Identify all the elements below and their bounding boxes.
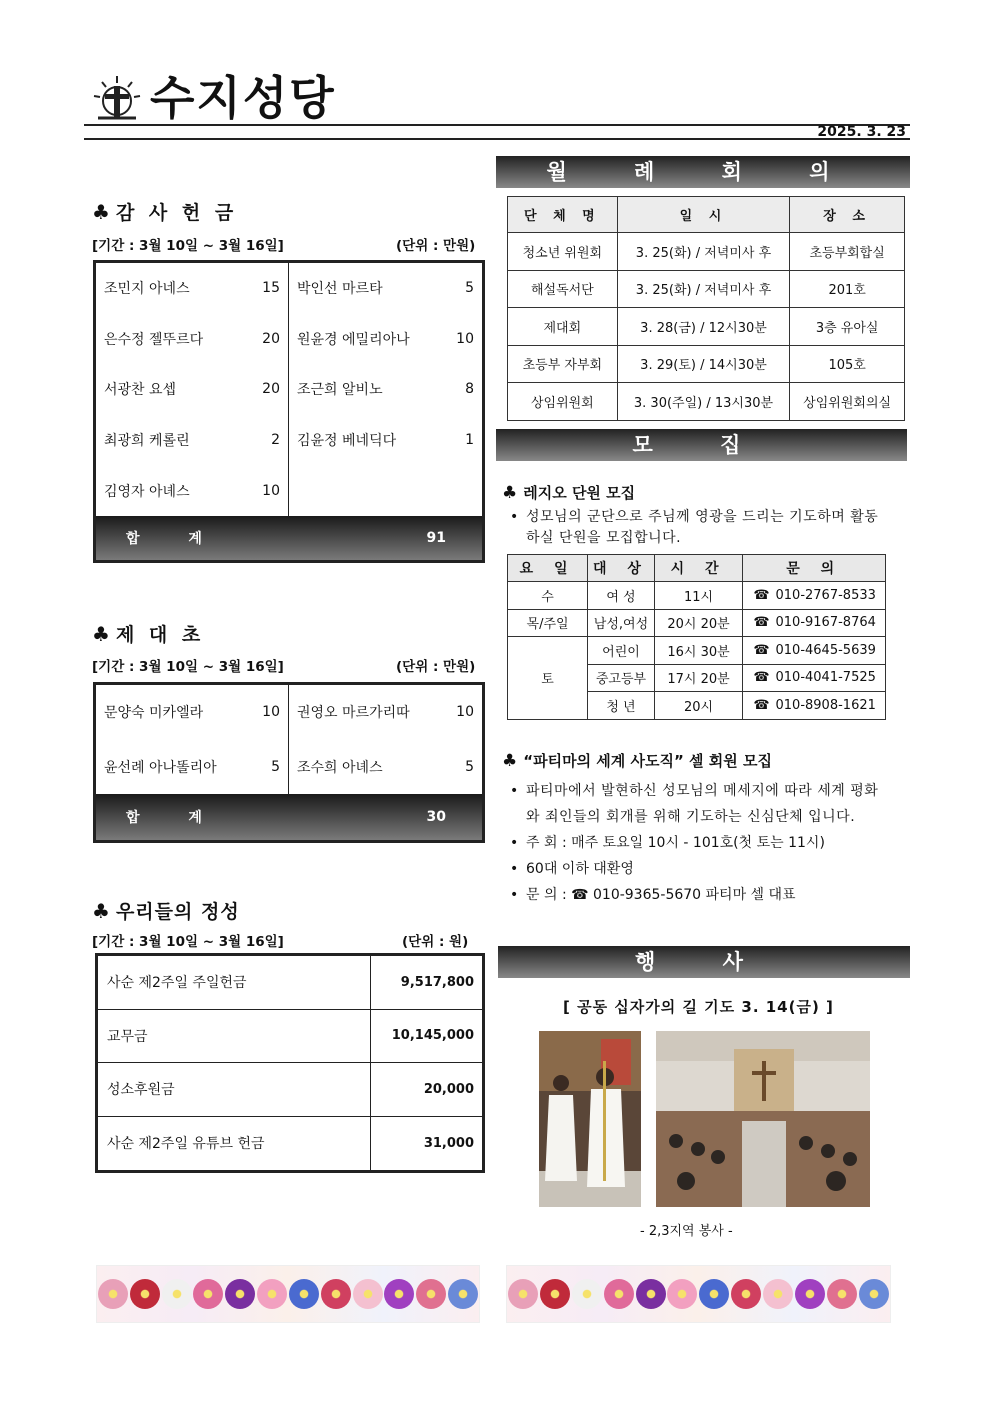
- event-caption: - 2,3지역 봉사 -: [640, 1224, 733, 1239]
- legio-row: [508, 609, 886, 637]
- offering-row: [98, 1117, 482, 1171]
- legio-time: 16시 30분: [654, 637, 743, 665]
- flower-icon: [859, 1279, 889, 1309]
- legio-desc: • 성모님의 군단으로 주님께 영광을 드리는 기도하며 활동하실 단원을 모집합니다.: [508, 507, 888, 549]
- legio-row: [508, 637, 886, 665]
- phone-icon: ☎: [753, 670, 770, 686]
- candle-grid: [96, 685, 482, 794]
- flower-icon: [162, 1279, 192, 1309]
- thanks-total-row: [96, 516, 482, 560]
- donation-amount: 5: [465, 758, 474, 775]
- meeting-cell: 상임위원회의실: [790, 383, 905, 421]
- thanks-period: [기간 : 3월 10일 ~ 3월 16일]: [92, 238, 284, 254]
- event-photo-church-interior: [656, 1031, 870, 1207]
- meeting-row: [508, 345, 905, 383]
- fatima-title: ♣ “파티마의 세계 사도직” 셀 회원 모집: [502, 751, 772, 771]
- flower-icon: [508, 1279, 538, 1309]
- donation-amount: 5: [271, 758, 280, 775]
- legio-phone: [743, 582, 886, 610]
- legio-phone: [743, 609, 886, 637]
- meeting-row: [508, 233, 905, 271]
- offering-label: 사순 제2주일 주일헌금: [98, 956, 371, 1009]
- offering-value: 20,000: [423, 1081, 474, 1097]
- thanks-cell: [289, 465, 482, 516]
- meeting-cell: 3. 25(화) / 저녁미사 후: [617, 233, 790, 271]
- donor-name: 조수희 아녜스: [297, 759, 383, 776]
- donor-name: 김윤정 베네딕다: [297, 433, 397, 450]
- donation-amount: 10: [262, 482, 280, 499]
- flower-icon: [353, 1279, 383, 1309]
- flower-icon: [636, 1279, 666, 1309]
- legio-table: [507, 554, 886, 720]
- header-rule: [84, 124, 910, 140]
- phone-number: 010-4645-5639: [775, 642, 876, 658]
- club-icon: ♣: [92, 622, 110, 646]
- meeting-cell: 청소년 위원회: [508, 233, 618, 271]
- donor-name: 문양숙 미카엘라: [104, 705, 204, 722]
- thanks-cell: [96, 465, 289, 516]
- donation-amount: 2: [271, 432, 280, 449]
- phone-icon: ☎: [753, 615, 770, 631]
- event-title: [ 공동 십자가의 길 기도 3. 14(금) ]: [563, 998, 834, 1016]
- fatima-item: • 파티마에서 발현하신 성모님의 메세지에 따라 세계 평화와 죄인들의 회개를 위해 기도하는 신심단체 입니다.: [508, 778, 880, 830]
- thanks-grid: [96, 263, 482, 516]
- thanks-cell: [96, 364, 289, 415]
- thanks-cell: [96, 263, 289, 314]
- meeting-row: [508, 308, 905, 346]
- offering-unit: (단위 : 원): [402, 934, 469, 950]
- legio-day: 목/주일: [508, 609, 588, 637]
- church-logo-icon: [92, 74, 142, 124]
- legio-time: 11시: [654, 582, 743, 610]
- legio-title: ♣ 레지오 단원 모집: [502, 483, 636, 503]
- flower-icon: [795, 1279, 825, 1309]
- flower-icon: [827, 1279, 857, 1309]
- fatima-item: • 주 회 : 매주 토요일 10시 - 101호(첫 토는 11시): [508, 830, 880, 856]
- thanks-cell: [289, 415, 482, 466]
- meeting-header-cell: 장 소: [790, 197, 905, 233]
- thanks-title: ♣ 감 사 헌 금: [92, 200, 238, 224]
- donor-name: 은수정 젤뚜르다: [104, 331, 204, 348]
- donor-name: 원윤경 에밀리아나: [297, 331, 410, 348]
- legio-day: 수: [508, 582, 588, 610]
- fatima-item: • 문 의 : ☎ 010-9365-5670 파티마 셀 대표: [508, 882, 880, 908]
- meeting-cell: 201호: [790, 270, 905, 308]
- meeting-cell: 3. 30(주일) / 13시30분: [617, 383, 790, 421]
- candle-cell: [96, 740, 289, 795]
- candle-cell: [96, 685, 289, 740]
- meeting-header-row: [508, 197, 905, 233]
- meeting-cell: 해설독서단: [508, 270, 618, 308]
- candle-period: [기간 : 3월 10일 ~ 3월 16일]: [92, 659, 284, 675]
- legio-phone: [743, 664, 886, 692]
- donor-name: 조근희 알비노: [297, 382, 383, 399]
- phone-icon: ☎: [753, 697, 770, 713]
- legio-target: 청 년: [588, 692, 655, 720]
- flower-border-right: [506, 1265, 891, 1323]
- offering-value: 31,000: [423, 1135, 474, 1151]
- fatima-item: • 60대 이하 대환영: [508, 856, 880, 882]
- flower-icon: [225, 1279, 255, 1309]
- flower-icon: [667, 1279, 697, 1309]
- thanks-cell: [289, 314, 482, 365]
- meeting-cell: 3. 28(금) / 12시30분: [617, 308, 790, 346]
- club-icon: ♣: [502, 751, 518, 771]
- meeting-cell: 초등부회합실: [790, 233, 905, 271]
- parish-title: 수지성당: [150, 71, 336, 125]
- donor-name: 권영오 마르가리따: [297, 705, 410, 722]
- meeting-cell: 105호: [790, 345, 905, 383]
- candle-total-label: 합 계: [126, 810, 224, 826]
- legio-time: 20시 20분: [654, 609, 743, 637]
- legio-body: [508, 582, 886, 720]
- thanks-total-label: 합 계: [126, 531, 224, 547]
- event-banner: 행 사: [498, 946, 910, 978]
- offering-value: 10,145,000: [391, 1028, 474, 1044]
- legio-target: 어린이: [588, 637, 655, 665]
- flower-icon: [416, 1279, 446, 1309]
- phone-number: 010-9167-8764: [775, 615, 876, 631]
- candle-total-row: [96, 794, 482, 840]
- flower-icon: [321, 1279, 351, 1309]
- flower-icon: [193, 1279, 223, 1309]
- legio-header-cell: 대 상: [588, 555, 655, 582]
- thanks-unit: (단위 : 만원): [396, 238, 476, 254]
- offering-row: [98, 956, 482, 1010]
- legio-time: 17시 20분: [654, 664, 743, 692]
- meeting-cell: 3. 25(화) / 저녁미사 후: [617, 270, 790, 308]
- legio-header-cell: 문 의: [743, 555, 886, 582]
- legio-phone: [743, 692, 886, 720]
- meeting-cell: 초등부 자부회: [508, 345, 618, 383]
- candle-cell: [289, 685, 482, 740]
- offering-row: [98, 1063, 482, 1117]
- offering-rows: [98, 956, 482, 1170]
- flower-icon: [98, 1279, 128, 1309]
- candle-unit: (단위 : 만원): [396, 659, 476, 675]
- donation-amount: 10: [456, 704, 474, 721]
- meeting-cell: 제대회: [508, 308, 618, 346]
- meeting-cell: 상임위원회: [508, 383, 618, 421]
- meeting-row: [508, 270, 905, 308]
- donor-name: 윤선례 아나똘리아: [104, 759, 217, 776]
- fatima-list: [508, 778, 880, 908]
- candle-table: [93, 682, 485, 843]
- meeting-cell: 3층 유아실: [790, 308, 905, 346]
- legio-day: 토: [508, 637, 588, 720]
- legio-header-cell: 요 일: [508, 555, 588, 582]
- donor-name: 박인선 마르타: [297, 281, 383, 298]
- offering-label: 성소후원금: [98, 1063, 371, 1116]
- candle-cell: [289, 740, 482, 795]
- candle-total-value: 30: [426, 809, 446, 825]
- meeting-row: [508, 383, 905, 421]
- offering-period: [기간 : 3월 10일 ~ 3월 16일]: [92, 934, 284, 950]
- candle-title: ♣ 제 대 초: [92, 622, 205, 646]
- bulletin-date: 2025. 3. 23: [817, 124, 906, 140]
- flower-icon: [699, 1279, 729, 1309]
- meeting-table: [507, 196, 905, 421]
- legio-phone: [743, 637, 886, 665]
- thanks-cell: [96, 415, 289, 466]
- thanks-cell: [96, 314, 289, 365]
- thanks-cell: [289, 263, 482, 314]
- legio-row: [508, 582, 886, 610]
- meeting-header-cell: 단 체 명: [508, 197, 618, 233]
- flower-icon: [572, 1279, 602, 1309]
- meeting-header-cell: 일 시: [617, 197, 790, 233]
- club-icon: ♣: [92, 200, 110, 224]
- meeting-cell: 3. 29(토) / 14시30분: [617, 345, 790, 383]
- phone-number: 010-2767-8533: [775, 587, 876, 603]
- flower-icon: [763, 1279, 793, 1309]
- recruit-banner: 모 집: [496, 429, 907, 461]
- donor-name: 김영자 아녜스: [104, 483, 190, 500]
- club-icon: ♣: [92, 899, 110, 923]
- donation-amount: 8: [465, 381, 474, 398]
- offering-label: 교무금: [98, 1010, 371, 1063]
- donation-amount: 10: [262, 704, 280, 721]
- donation-amount: 1: [465, 432, 474, 449]
- offering-row: [98, 1010, 482, 1064]
- offering-title: ♣ 우리들의 정성: [92, 899, 240, 923]
- phone-icon: ☎: [753, 642, 770, 658]
- meeting-body: [508, 233, 905, 421]
- phone-number: 010-4041-7525: [775, 670, 876, 686]
- legio-time: 20시: [654, 692, 743, 720]
- flower-icon: [604, 1279, 634, 1309]
- legio-header-cell: 시 간: [654, 555, 743, 582]
- flower-icon: [731, 1279, 761, 1309]
- meeting-banner: 월 례 회 의: [496, 156, 910, 188]
- donor-name: 서광찬 요셉: [104, 382, 177, 399]
- offering-label: 사순 제2주일 유튜브 헌금: [98, 1117, 371, 1171]
- donor-name: 최광희 케롤린: [104, 433, 190, 450]
- phone-icon: ☎: [753, 587, 770, 603]
- legio-target: 여 성: [588, 582, 655, 610]
- legio-desc-list: [508, 507, 888, 549]
- flower-border-left: [96, 1265, 480, 1323]
- thanks-table: [93, 260, 485, 563]
- flower-icon: [448, 1279, 478, 1309]
- legio-target: 남성,여성: [588, 609, 655, 637]
- phone-number: 010-8908-1621: [775, 697, 876, 713]
- legio-header-row: [508, 555, 886, 582]
- offering-value: 9,517,800: [400, 974, 474, 990]
- offering-table: [95, 953, 485, 1173]
- club-icon: ♣: [502, 483, 518, 503]
- donation-amount: 5: [465, 280, 474, 297]
- donation-amount: 10: [456, 330, 474, 347]
- donor-name: 조민지 아네스: [104, 281, 190, 298]
- flower-icon: [540, 1279, 570, 1309]
- flower-icon: [130, 1279, 160, 1309]
- flower-icon: [384, 1279, 414, 1309]
- event-photo-altar-servers: [539, 1031, 641, 1207]
- thanks-total-value: 91: [426, 530, 446, 546]
- donation-amount: 15: [262, 280, 280, 297]
- donation-amount: 20: [262, 381, 280, 398]
- flower-icon: [257, 1279, 287, 1309]
- legio-target: 중고등부: [588, 664, 655, 692]
- thanks-cell: [289, 364, 482, 415]
- donation-amount: 20: [262, 330, 280, 347]
- flower-icon: [289, 1279, 319, 1309]
